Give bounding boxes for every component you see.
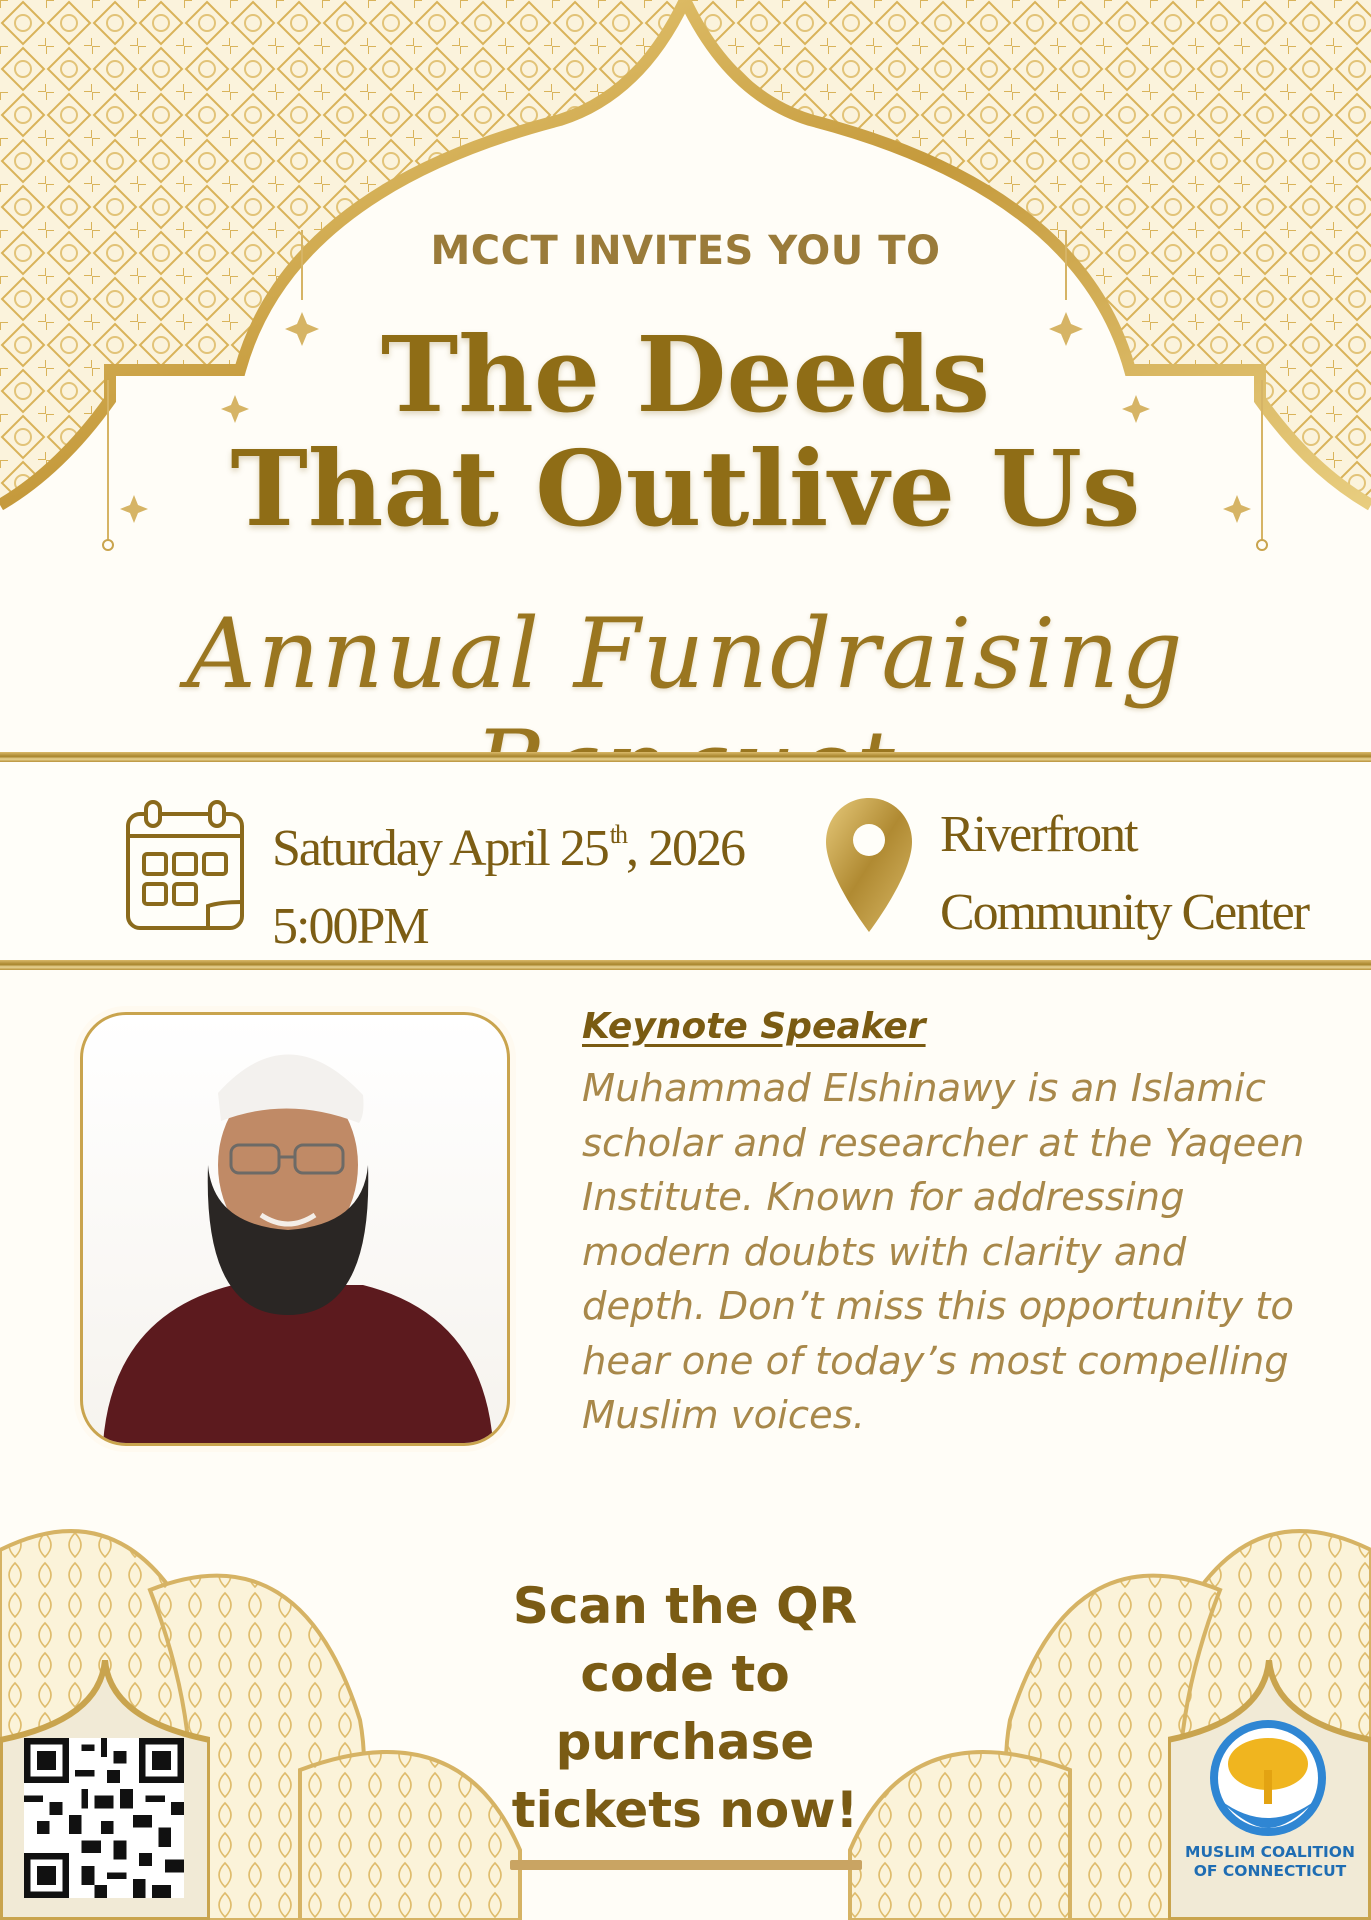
speaker-photo — [80, 1012, 510, 1446]
speaker-bio: Muhammad Elshinawy is an Islamic scholar and researcher at the Yaqeen Institute. Known for addressing modern doubts with clarity and depth. Don’t miss this opportunity to hear one of today’s most compelling Muslim voices. — [582, 1066, 1305, 1438]
organization-name — [1176, 1843, 1364, 1881]
location-line-1: Riverfront — [940, 806, 1137, 863]
event-subtitle: Annual Fundraising — [186, 598, 1185, 710]
event-time: 5:00PM — [272, 898, 428, 955]
event-date-time — [272, 796, 744, 966]
invite-line: MCCT INVITES YOU TO — [430, 228, 941, 274]
cta-line-1: Scan the QR — [512, 1577, 858, 1635]
speaker-portrait-image — [83, 1015, 507, 1443]
cta-line-4: tickets now! — [511, 1781, 859, 1839]
location-pin-icon — [824, 796, 914, 936]
gold-divider-top — [0, 752, 1371, 762]
event-location — [940, 796, 1308, 952]
tree-logo-icon — [1168, 1660, 1371, 1920]
cta-line-2: code to — [580, 1645, 790, 1703]
location-line-2: Community Center — [940, 884, 1309, 941]
ticket-call-to-action — [470, 1572, 900, 1844]
event-title-line-2: That Outlive Us — [230, 427, 1141, 550]
event-date: Saturday April 25th, 2026 — [272, 820, 744, 877]
cta-underline — [510, 1860, 862, 1870]
keynote-speaker-label: Keynote Speaker — [582, 1006, 926, 1047]
qr-code-icon[interactable] — [24, 1738, 184, 1898]
org-name-line-1: MUSLIM COALITION — [1185, 1843, 1355, 1861]
event-title — [0, 313, 1371, 550]
org-name-line-2: OF CONNECTICUT — [1193, 1862, 1347, 1880]
calendar-icon — [124, 798, 246, 932]
event-title-line-1: The Deeds — [380, 313, 991, 436]
cta-line-3: purchase — [555, 1713, 815, 1771]
